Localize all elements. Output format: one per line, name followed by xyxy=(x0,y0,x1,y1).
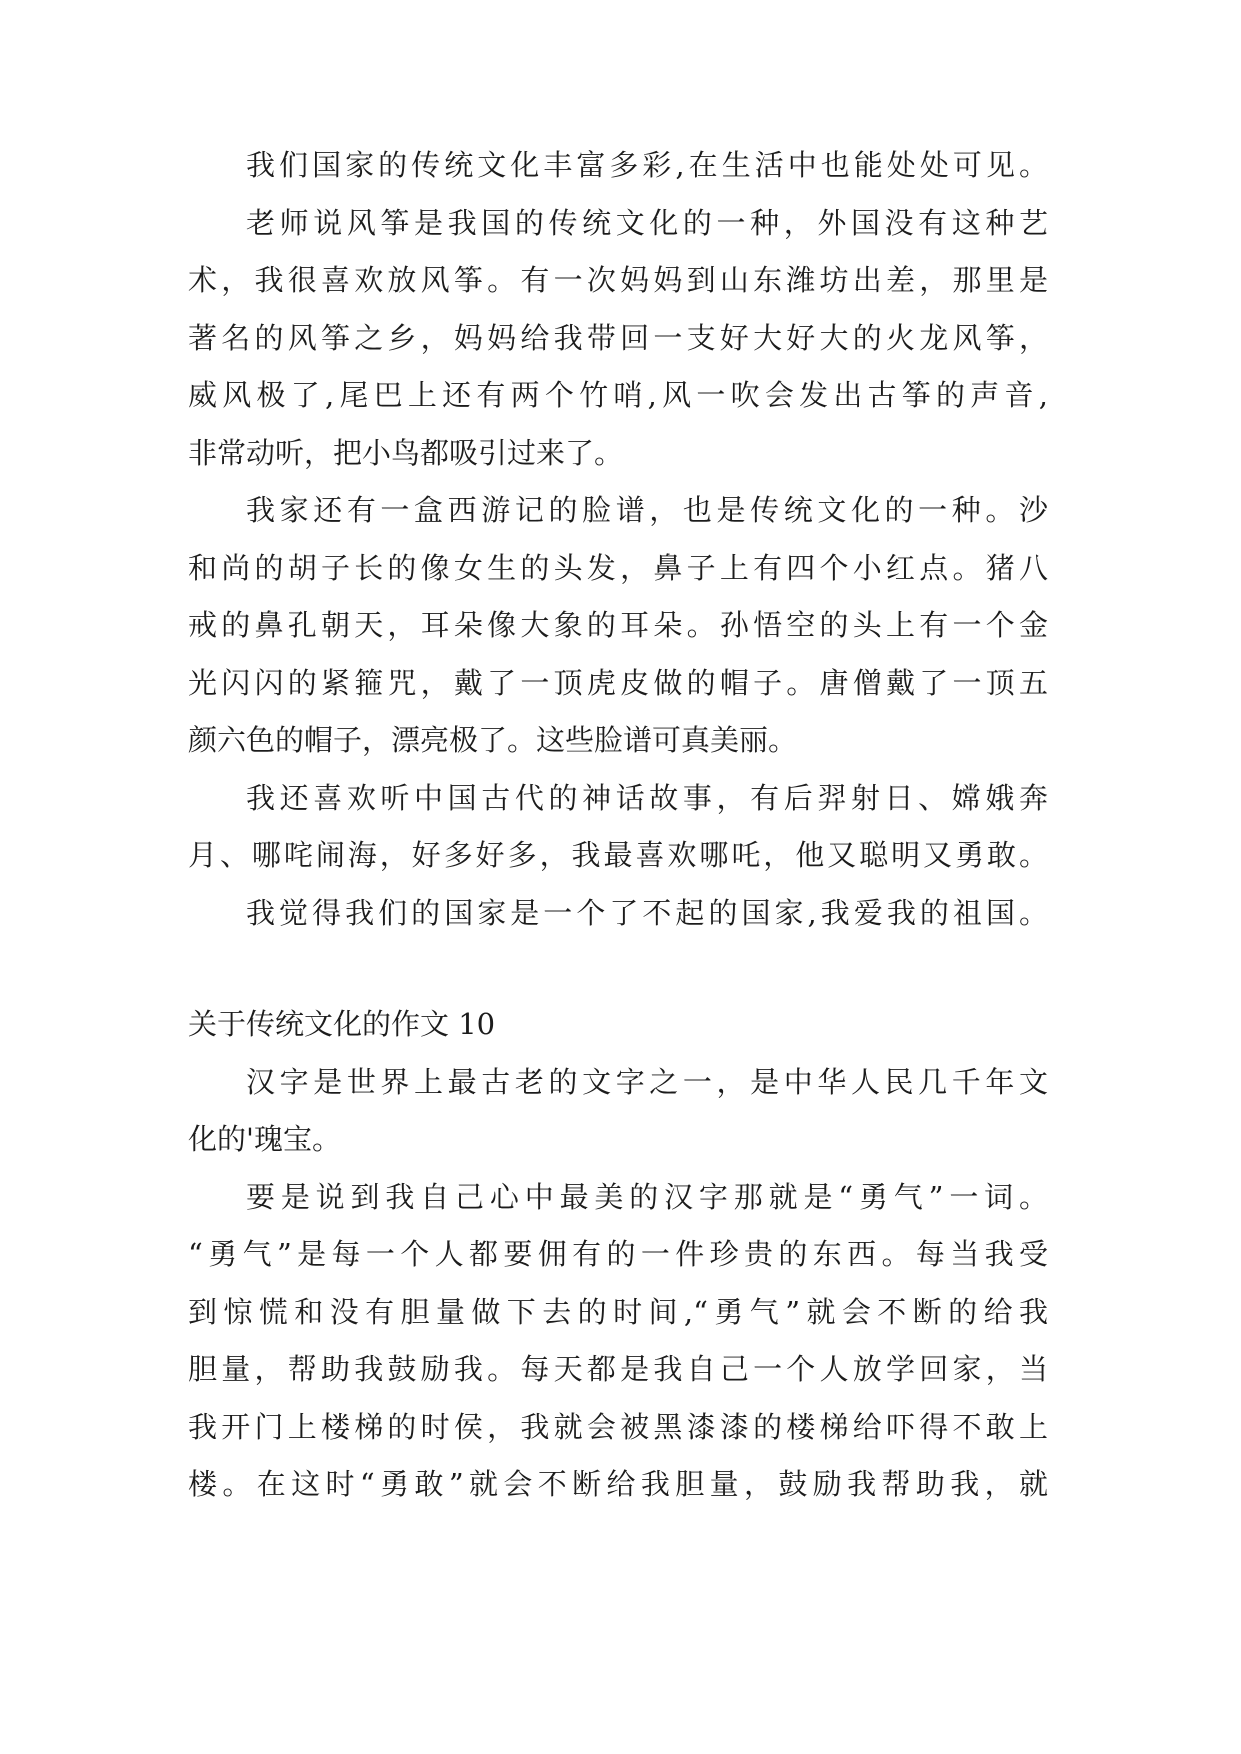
paragraph-line: 我觉得我们的国家是一个了不起的国家,我爱我的祖国。 xyxy=(246,895,1048,930)
paragraph-line: 威风极了,尾巴上还有两个竹哨,风一吹会发出古筝的声音, xyxy=(188,378,1048,412)
paragraph-line: 颜六色的帽子，漂亮极了。这些脸谱可真美丽。 xyxy=(188,723,798,757)
paragraph-line: 到惊慌和没有胆量做下去的时间,“勇气”就会不断的给我 xyxy=(188,1294,1048,1329)
paragraph-line: 老师说风筝是我国的传统文化的一种，外国没有这种艺 xyxy=(246,205,1048,240)
paragraph-line: 胆量，帮助我鼓励我。每天都是我自己一个人放学回家，当 xyxy=(188,1352,1048,1386)
paragraph-line: 要是说到我自己心中最美的汉字那就是“勇气”一词。 xyxy=(246,1179,1048,1214)
paragraph-line: 戒的鼻孔朝天，耳朵像大象的耳朵。孙悟空的头上有一个金 xyxy=(188,608,1048,642)
paragraph-line: 我们国家的传统文化丰富多彩,在生活中也能处处可见。 xyxy=(246,148,1048,182)
paragraph-line: 光闪闪的紧箍咒，戴了一顶虎皮做的帽子。唐僧戴了一顶五 xyxy=(188,665,1048,700)
essay-heading: 关于传统文化的作文 10 xyxy=(188,1007,496,1041)
paragraph-line: 化的'瑰宝。 xyxy=(188,1122,341,1156)
paragraph-line: 月、哪咤闹海，好多好多，我最喜欢哪吒，他又聪明又勇敢。 xyxy=(188,838,1048,872)
paragraph-line: 著名的风筝之乡，妈妈给我带回一支好大好大的火龙风筝， xyxy=(188,320,1048,355)
paragraph-line: 我开门上楼梯的时侯，我就会被黑漆漆的楼梯给吓得不敢上 xyxy=(188,1409,1048,1444)
paragraph-line: 我还喜欢听中国古代的神话故事，有后羿射日、嫦娥奔 xyxy=(246,780,1048,815)
paragraph-line: 汉字是世界上最古老的文字之一，是中华人民几千年文 xyxy=(246,1064,1048,1099)
paragraph-line: 我家还有一盒西游记的脸谱，也是传统文化的一种。沙 xyxy=(246,493,1048,527)
paragraph-line: 非常动听，把小鸟都吸引过来了。 xyxy=(188,435,624,470)
paragraph-line: 楼。在这时“勇敢”就会不断给我胆量，鼓励我帮助我，就 xyxy=(188,1467,1048,1501)
paragraph-line: 和尚的胡子长的像女生的头发，鼻子上有四个小红点。猪八 xyxy=(188,550,1048,585)
essay-section-2 xyxy=(188,996,1048,1514)
paragraph-line: 术，我很喜欢放风筝。有一次妈妈到山东潍坊出差，那里是 xyxy=(188,263,1048,297)
essay-section-1 xyxy=(188,137,1048,942)
paragraph-line: “勇气”是每一个人都要佣有的一件珍贵的东西。每当我受 xyxy=(188,1237,1048,1271)
